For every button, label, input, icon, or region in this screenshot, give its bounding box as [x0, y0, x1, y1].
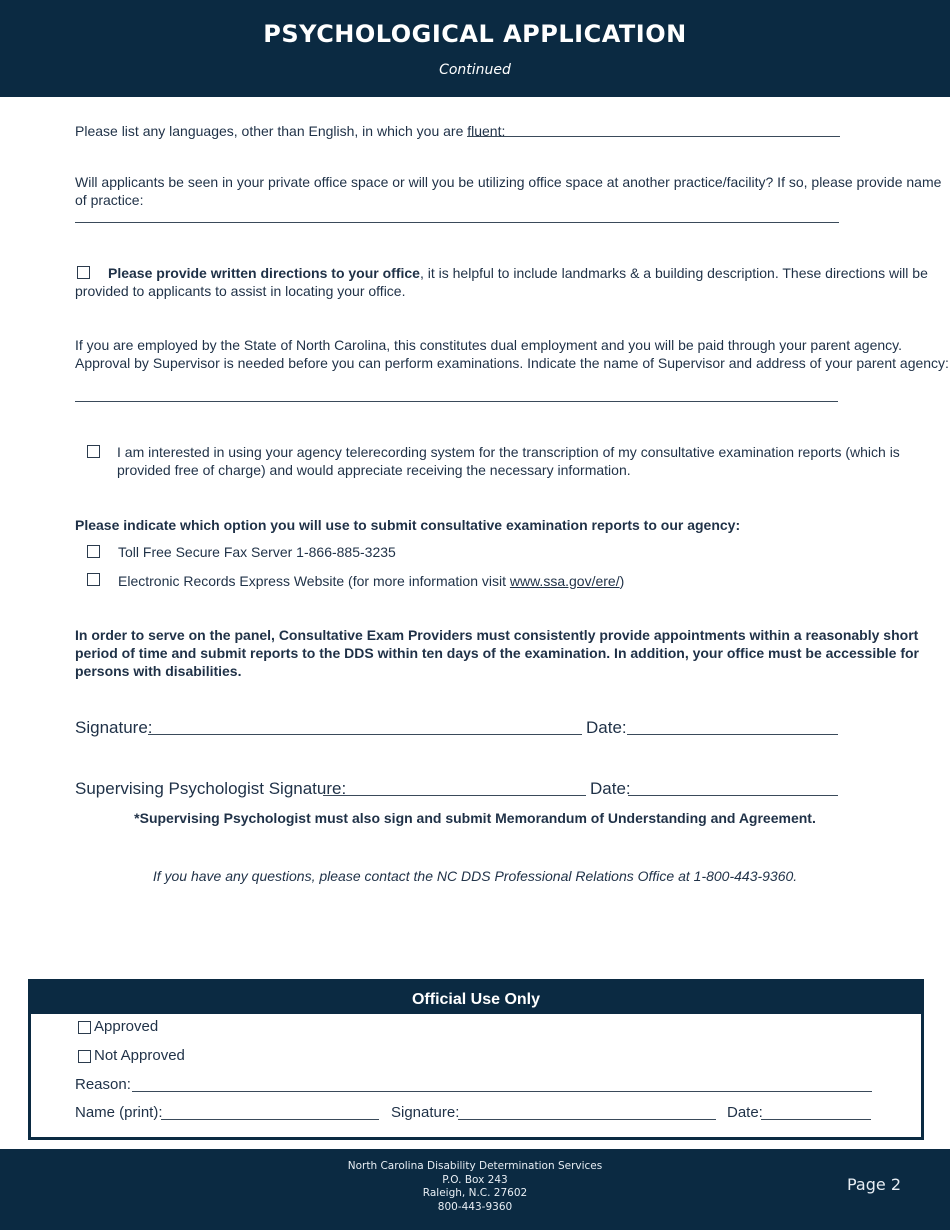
panel-line1: In order to serve on the panel, Consultative Exam Providers must consistently provide appointments within a reasonably short	[75, 627, 919, 643]
signature-label: Signature:	[75, 718, 153, 737]
state-line2: Approval by Supervisor is needed before you can perform examinations. Indicate the name of Supervisor and address of your parent agency:	[75, 355, 949, 371]
name-print-label: Name (print):	[75, 1104, 163, 1121]
page-number: Page 2	[847, 1175, 901, 1194]
state-line1: If you are employed by the State of North Carolina, this constitutes dual employment and you will be paid through your parent agency.	[75, 337, 902, 353]
footer-city: Raleigh, N.C. 27602	[422, 1187, 528, 1199]
ere-option-text	[118, 572, 624, 590]
page-footer	[0, 1149, 950, 1230]
not-approved-checkbox[interactable]	[78, 1050, 91, 1063]
telerecording-checkbox[interactable]	[87, 445, 100, 458]
directions-bold: Please provide written directions to your office	[108, 265, 420, 281]
ere-option-prefix: Electronic Records Express Website (for more information visit	[118, 573, 510, 589]
panel-line3: persons with disabilities.	[75, 663, 242, 679]
supervising-note: *Supervising Psychologist must also sign and submit Memorandum of Understanding and Agreement.	[134, 810, 816, 826]
approved-label: Approved	[94, 1018, 159, 1035]
contact-note: If you have any questions, please contact the NC DDS Professional Relations Office at 1-800-443-9360.	[152, 868, 798, 884]
official-date-label: Date:	[727, 1104, 763, 1121]
footer-po-box: P.O. Box 243	[442, 1173, 508, 1186]
directions-checkbox[interactable]	[77, 266, 90, 279]
languages-label: Please list any languages, other than English, in which you are fluent:	[75, 123, 506, 139]
panel-line2: period of time and submit reports to the DDS within ten days of the examination. In addition, your office must be accessible for	[75, 645, 919, 661]
page-header	[0, 0, 950, 97]
fax-option-label: Toll Free Secure Fax Server 1-866-885-3235	[118, 544, 396, 560]
fax-option-checkbox[interactable]	[87, 545, 100, 558]
footer-address	[0, 1160, 950, 1214]
official-signature-input-line[interactable]	[458, 1119, 716, 1120]
office-question-line2: of practice:	[75, 192, 144, 208]
supervisor-input-line[interactable]	[75, 401, 838, 402]
supervising-date-input-line[interactable]	[628, 795, 838, 796]
reason-label: Reason:	[75, 1076, 131, 1093]
page-subtitle: Continued	[439, 62, 511, 78]
directions-text	[108, 264, 928, 282]
not-approved-label: Not Approved	[94, 1047, 185, 1064]
page-title: PSYCHOLOGICAL APPLICATION	[263, 20, 687, 48]
footer-org: North Carolina Disability Determination Services	[347, 1160, 603, 1172]
supervising-signature-input-line[interactable]	[323, 795, 586, 796]
signature-input-line[interactable]	[148, 734, 582, 735]
footer-phone: 800-443-9360	[437, 1200, 513, 1213]
official-signature-label: Signature:	[391, 1104, 460, 1121]
telerecording-line1: I am interested in using your agency telerecording system for the transcription of my consultative examination reports (which is	[117, 444, 900, 460]
ere-option-suffix: )	[619, 573, 625, 589]
approved-checkbox[interactable]	[78, 1021, 91, 1034]
signature-date-input-line[interactable]	[627, 734, 838, 735]
supervising-signature-label: Supervising Psychologist Signature:	[75, 779, 347, 798]
official-use-box	[28, 979, 924, 1140]
ere-link[interactable]: www.ssa.gov/ere/	[509, 573, 620, 589]
official-use-heading: Official Use Only	[31, 982, 921, 1014]
office-practice-input-line[interactable]	[75, 222, 839, 223]
directions-line2: provided to applicants to assist in locating your office.	[75, 283, 406, 299]
official-date-input-line[interactable]	[761, 1119, 871, 1120]
telerecording-line2: provided free of charge) and would appreciate receiving the necessary information.	[117, 462, 631, 478]
supervising-date-label: Date:	[590, 779, 631, 798]
submit-option-heading: Please indicate which option you will use to submit consultative examination reports to our agency:	[75, 517, 741, 533]
office-question-line1: Will applicants be seen in your private office space or will you be utilizing office space at another practice/facility? If so, please provide name	[75, 174, 942, 190]
languages-input-line[interactable]	[467, 136, 840, 137]
ere-option-checkbox[interactable]	[87, 573, 100, 586]
reason-input-line[interactable]	[132, 1091, 872, 1092]
name-print-input-line[interactable]	[161, 1119, 379, 1120]
signature-date-label: Date:	[586, 718, 627, 737]
directions-rest: , it is helpful to include landmarks & a building description. These directions will be	[419, 265, 928, 281]
